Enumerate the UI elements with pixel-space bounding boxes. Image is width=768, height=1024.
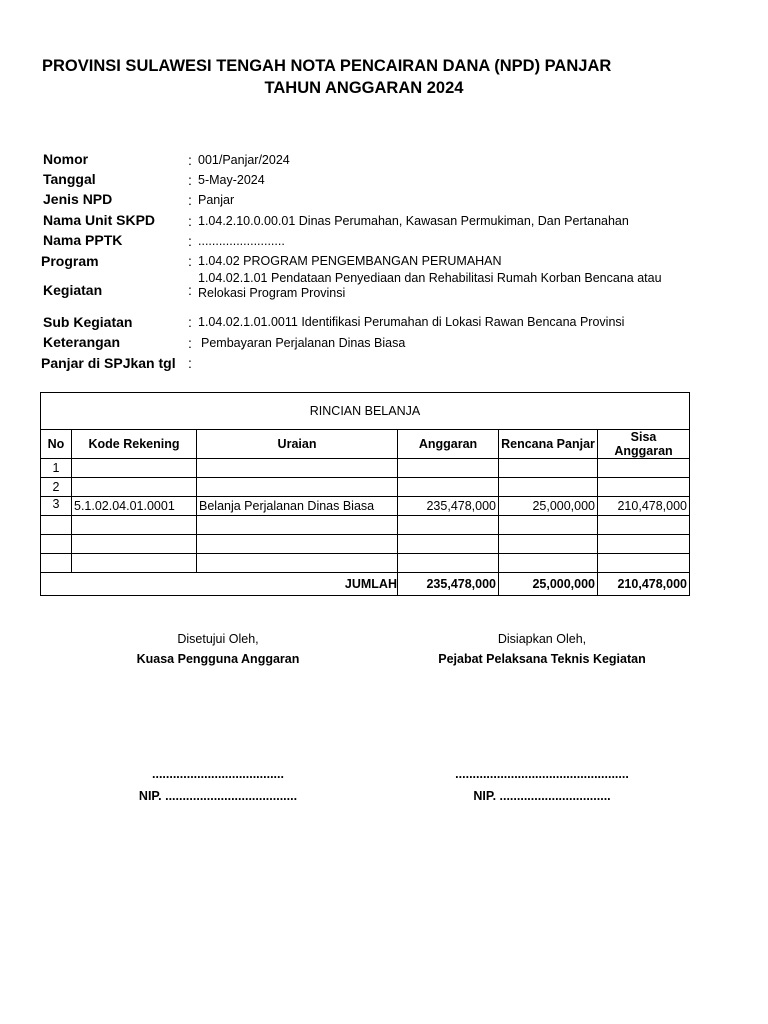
cell-sisa <box>598 535 690 554</box>
header-uraian: Uraian <box>197 430 398 459</box>
cell-no <box>41 554 72 573</box>
field-colon: : <box>188 213 192 229</box>
cell-anggaran <box>398 478 499 497</box>
signature-right-approved: Disiapkan Oleh, <box>497 632 587 646</box>
field-colon: : <box>188 335 192 351</box>
field-label-kegiatan: Kegiatan <box>43 282 103 298</box>
signature-left-name-line: ...................................... <box>152 767 284 781</box>
cell-kode <box>72 516 197 535</box>
header-no: No <box>41 430 72 459</box>
cell-sisa <box>598 478 690 497</box>
cell-no: 3 <box>41 497 72 516</box>
signature-right-nip: NIP. ................................ <box>473 789 611 803</box>
field-value-nomor: 001/Panjar/2024 <box>198 153 290 167</box>
table-row <box>41 516 690 535</box>
header-rencana-panjar: Rencana Panjar <box>499 430 598 459</box>
field-label-program: Program <box>41 253 99 269</box>
total-sisa: 210,478,000 <box>598 573 690 596</box>
cell-anggaran <box>398 516 499 535</box>
cell-kode <box>72 478 197 497</box>
cell-anggaran <box>398 459 499 478</box>
field-label-nomor: Nomor <box>43 151 89 167</box>
field-colon: : <box>188 282 192 298</box>
field-value-jenis-npd: Panjar <box>198 193 235 207</box>
field-label-panjar-spj: Panjar di SPJkan tgl <box>41 355 176 371</box>
table-row <box>41 459 690 478</box>
field-colon: : <box>188 172 192 188</box>
total-label: JUMLAH <box>41 573 398 596</box>
cell-uraian <box>197 459 398 478</box>
signature-right-name-line: .................................................. <box>455 767 629 781</box>
header-anggaran: Anggaran <box>398 430 499 459</box>
cell-kode <box>72 554 197 573</box>
document-title-line2: TAHUN ANGGARAN 2024 <box>264 79 464 97</box>
cell-kode <box>72 459 197 478</box>
signature-left-approved: Disetujui Oleh, <box>177 632 259 646</box>
cell-rencana: 25,000,000 <box>499 497 598 516</box>
table-row <box>41 535 690 554</box>
cell-uraian <box>197 554 398 573</box>
rincian-belanja-table <box>40 392 690 596</box>
cell-rencana <box>499 554 598 573</box>
cell-rencana <box>499 478 598 497</box>
header-sisa-anggaran: Sisa Anggaran <box>598 430 690 459</box>
cell-uraian <box>197 535 398 554</box>
field-value-tanggal: 5-May-2024 <box>198 173 265 187</box>
field-colon: : <box>188 355 192 371</box>
cell-anggaran <box>398 535 499 554</box>
table-total-row <box>41 573 690 596</box>
cell-uraian: Belanja Perjalanan Dinas Biasa <box>197 497 398 516</box>
cell-kode: 5.1.02.04.01.0001 <box>72 497 197 516</box>
cell-no: 1 <box>41 459 72 478</box>
cell-no: 2 <box>41 478 72 497</box>
table-row <box>41 554 690 573</box>
table-row <box>41 478 690 497</box>
field-colon: : <box>188 192 192 208</box>
field-label-sub-kegiatan: Sub Kegiatan <box>43 314 133 330</box>
field-value-keterangan: Pembayaran Perjalanan Dinas Biasa <box>201 336 406 350</box>
field-colon: : <box>188 233 192 249</box>
table-caption: RINCIAN BELANJA <box>41 393 690 430</box>
cell-sisa <box>598 459 690 478</box>
total-anggaran: 235,478,000 <box>398 573 499 596</box>
field-label-keterangan: Keterangan <box>43 334 121 350</box>
header-kode-rekening: Kode Rekening <box>72 430 197 459</box>
cell-rencana <box>499 535 598 554</box>
cell-rencana <box>499 459 598 478</box>
signature-left-role: Kuasa Pengguna Anggaran <box>136 652 300 666</box>
signature-right-role: Pejabat Pelaksana Teknis Kegiatan <box>438 652 646 666</box>
field-label-nama-pptk: Nama PPTK <box>43 232 123 248</box>
cell-rencana <box>499 516 598 535</box>
field-colon: : <box>188 152 192 168</box>
field-label-jenis-npd: Jenis NPD <box>43 191 113 207</box>
field-colon: : <box>188 253 192 269</box>
cell-no <box>41 516 72 535</box>
cell-kode <box>72 535 197 554</box>
field-value-program: 1.04.02 PROGRAM PENGEMBANGAN PERUMAHAN <box>198 254 502 268</box>
field-value-kegiatan-line2: Relokasi Program Provinsi <box>198 286 346 300</box>
cell-anggaran <box>398 554 499 573</box>
table-header-row <box>41 430 690 459</box>
cell-uraian <box>197 516 398 535</box>
field-label-nama-unit-skpd: Nama Unit SKPD <box>43 212 156 228</box>
document-title-line1: PROVINSI SULAWESI TENGAH NOTA PENCAIRAN DANA (NPD) PANJAR <box>42 57 612 75</box>
cell-anggaran: 235,478,000 <box>398 497 499 516</box>
field-value-kegiatan-line1: 1.04.02.1.01 Pendataan Penyediaan dan Rehabilitasi Rumah Korban Bencana atau <box>198 271 662 285</box>
cell-sisa: 210,478,000 <box>598 497 690 516</box>
cell-uraian <box>197 478 398 497</box>
table-row <box>41 497 690 516</box>
cell-sisa <box>598 516 690 535</box>
field-value-nama-unit-skpd: 1.04.2.10.0.00.01 Dinas Perumahan, Kawasan Permukiman, Dan Pertanahan <box>198 214 629 228</box>
field-value-sub-kegiatan: 1.04.02.1.01.0011 Identifikasi Perumahan di Lokasi Rawan Bencana Provinsi <box>198 315 625 329</box>
total-rencana: 25,000,000 <box>499 573 598 596</box>
cell-no <box>41 535 72 554</box>
field-label-tanggal: Tanggal <box>43 171 96 187</box>
field-value-nama-pptk: ......................... <box>198 234 285 248</box>
cell-sisa <box>598 554 690 573</box>
signature-left-nip: NIP. ...................................... <box>138 789 298 803</box>
field-colon: : <box>188 314 192 330</box>
